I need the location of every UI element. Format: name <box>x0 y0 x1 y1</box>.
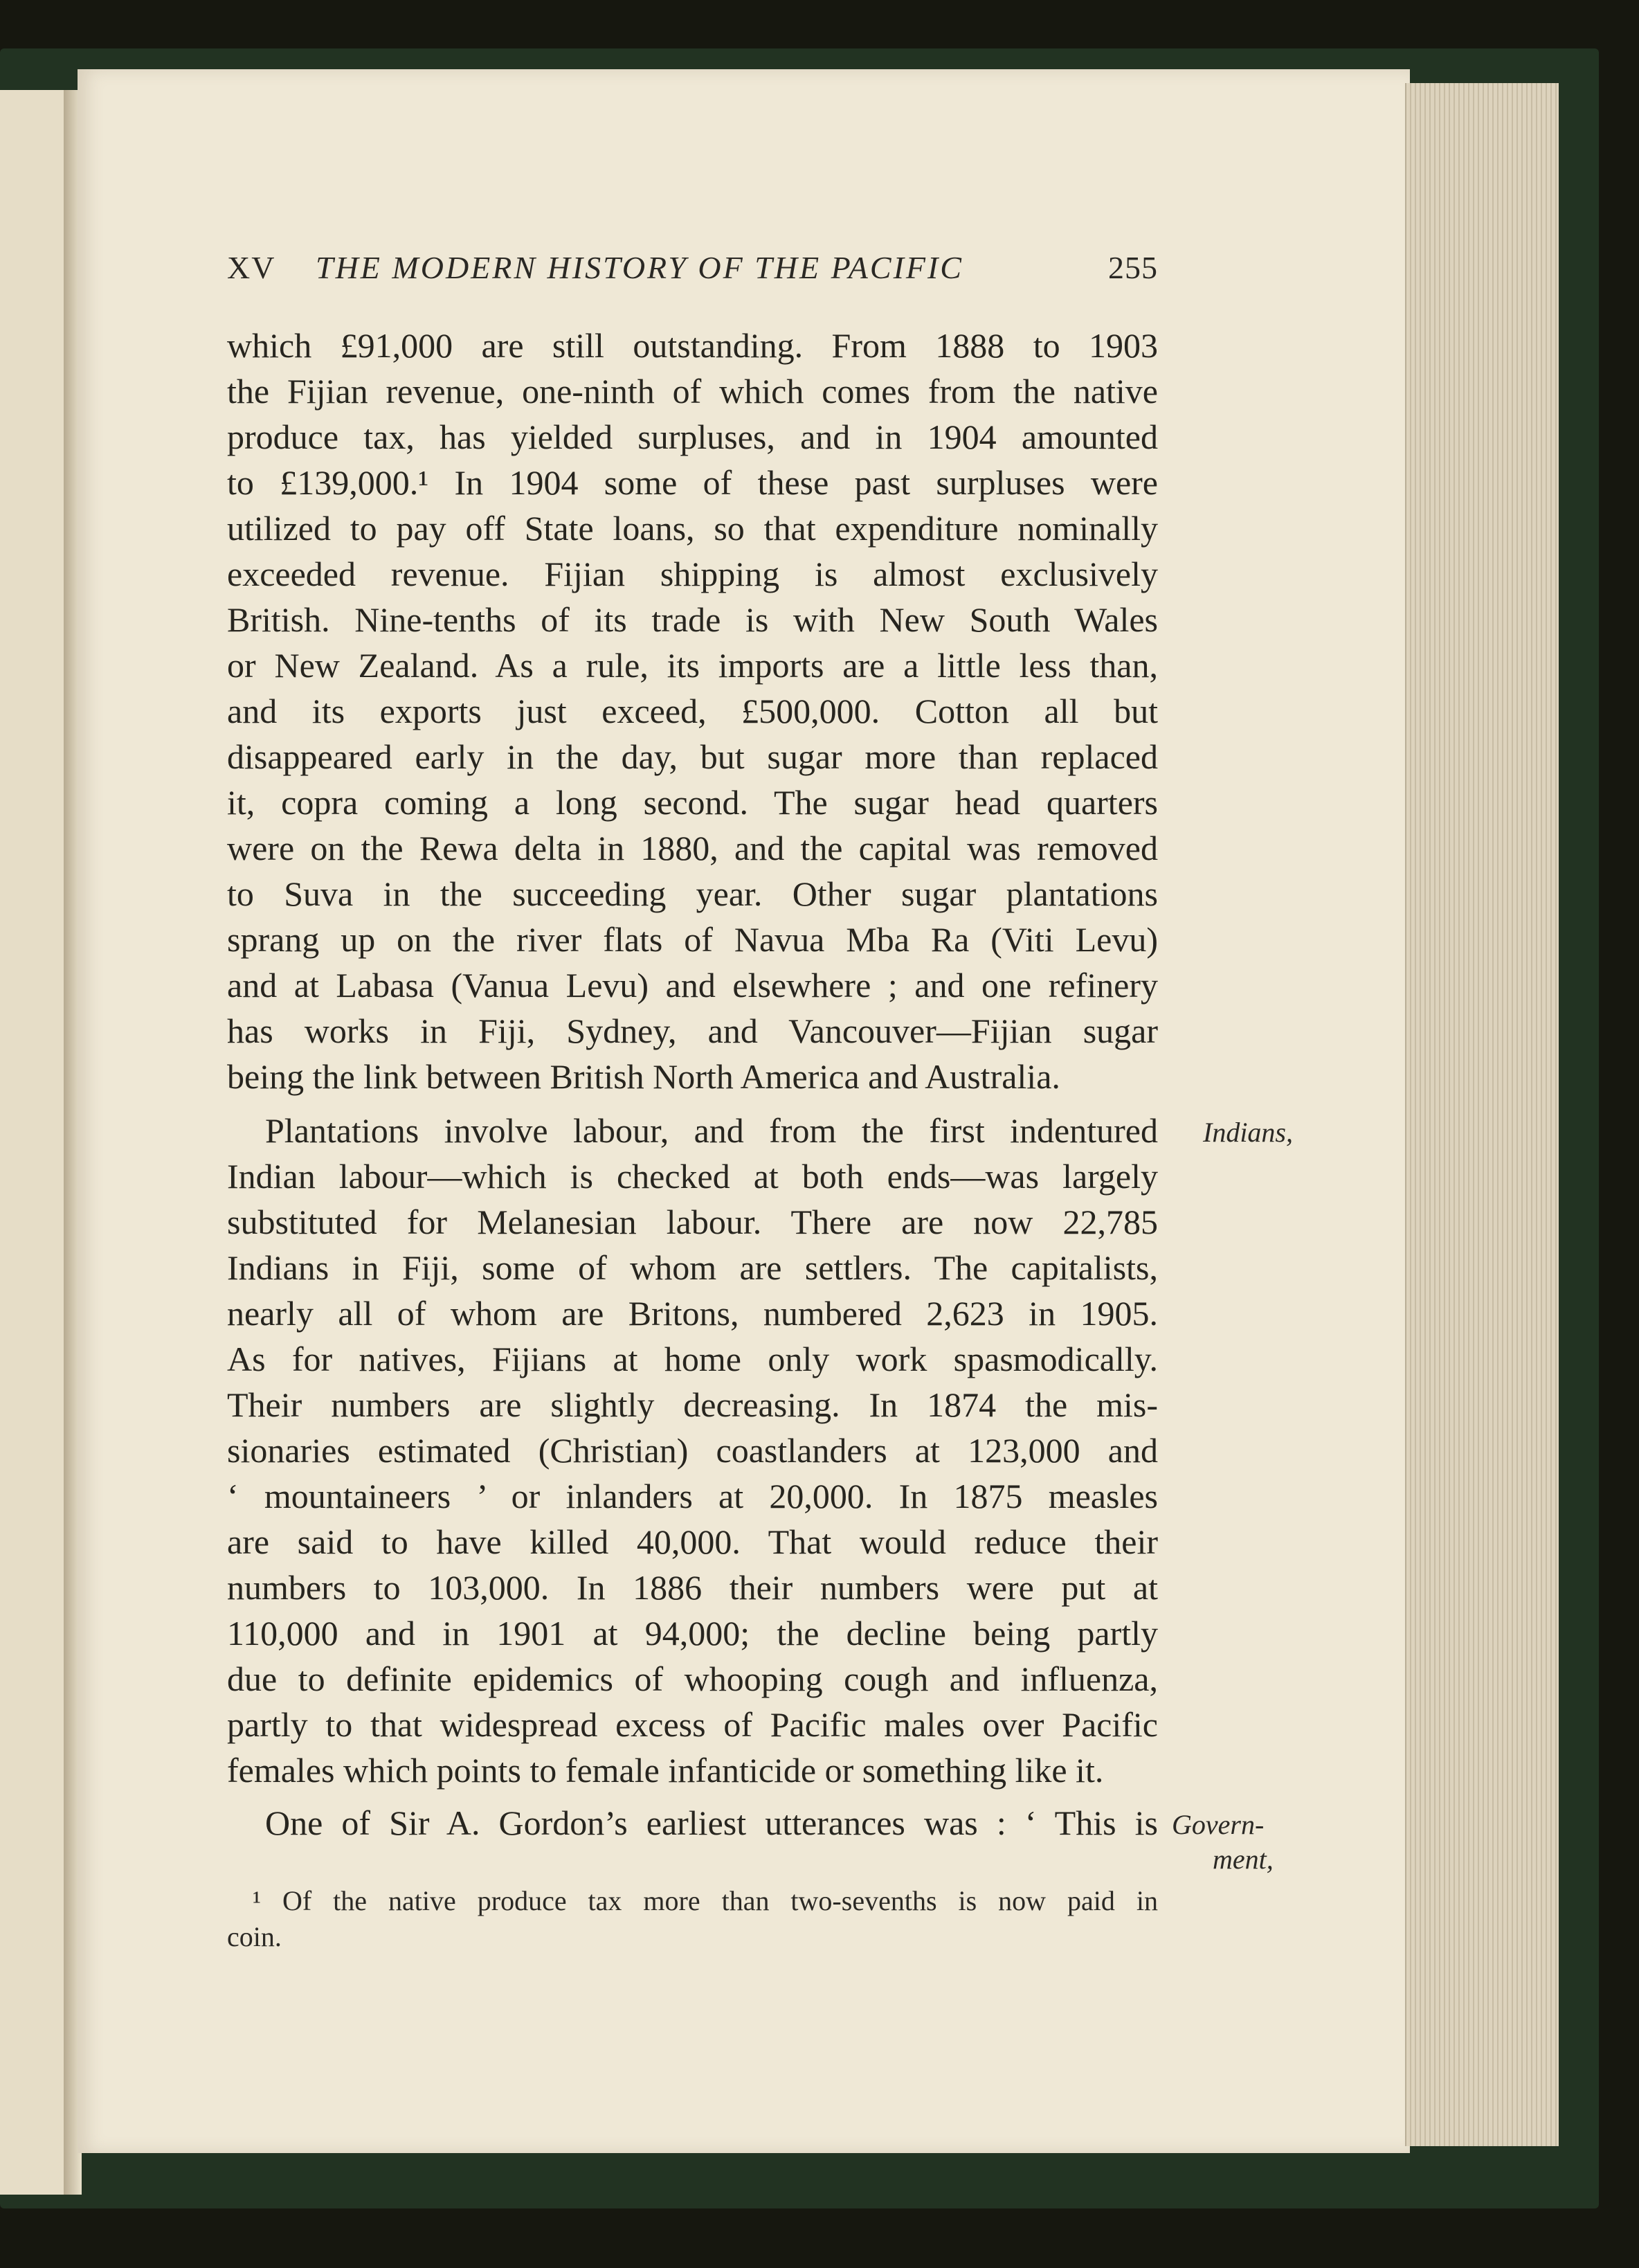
footnote-line: ¹ Of the native produce tax more than two-sevenths is now paid in <box>253 1885 1158 1916</box>
body-line: Indian labour—which is checked at both ends—was largely <box>227 1157 1158 1196</box>
running-head <box>227 249 1158 298</box>
body-line: ‘ mountaineers ’ or inlanders at 20,000. In 1875 measles <box>227 1477 1158 1515</box>
body-line: due to definite epidemics of whooping cough and influenza, <box>227 1659 1158 1698</box>
body-line: nearly all of whom are Britons, numbered 2,623 in 1905. <box>227 1294 1158 1333</box>
body-line: As for natives, Fijians at home only work spasmodically. <box>227 1340 1158 1378</box>
body-line: utilized to pay off State loans, so that expenditure nominally <box>227 509 1158 548</box>
margin-note-government: Govern- <box>1172 1809 1265 1840</box>
body-line: it, copra coming a long second. The sugar head quarters <box>227 783 1158 822</box>
margin-note-government-cont: ment, <box>1213 1844 1274 1875</box>
body-line: Plantations involve labour, and from the first indentured <box>265 1111 1158 1150</box>
body-line: to Suva in the succeeding year. Other sugar plantations <box>227 874 1158 913</box>
body-line: being the link between British North America and Australia. <box>227 1057 1060 1096</box>
body-line: or New Zealand. As a rule, its imports are a little less than, <box>227 646 1158 685</box>
body-line: 110,000 and in 1901 at 94,000; the decline being partly <box>227 1614 1158 1653</box>
body-line: has works in Fiji, Sydney, and Vancouver—Fijian sugar <box>227 1011 1158 1050</box>
body-line: females which points to female infanticide or something like it. <box>227 1751 1104 1790</box>
left-page-edge <box>0 90 69 2195</box>
body-line: are said to have killed 40,000. That would reduce their <box>227 1522 1158 1561</box>
body-line: the Fijian revenue, one-ninth of which comes from the native <box>227 372 1158 411</box>
body-line: Their numbers are slightly decreasing. In 1874 the mis- <box>227 1385 1158 1424</box>
body-line: Indians in Fiji, some of whom are settlers. The capitalists, <box>227 1248 1158 1287</box>
body-line: substituted for Melanesian labour. There are now 22,785 <box>227 1203 1158 1241</box>
body-line: and at Labasa (Vanua Levu) and elsewhere ; and one refinery <box>227 966 1158 1005</box>
body-line: numbers to 103,000. In 1886 their numbers were put at <box>227 1568 1158 1607</box>
page-edges <box>1405 83 1559 2146</box>
body-line: and its exports just exceed, £500,000. Cotton all but <box>227 692 1158 730</box>
body-line: to £139,000.¹ In 1904 some of these past surpluses were <box>227 463 1158 502</box>
body-line: exceeded revenue. Fijian shipping is almost exclusively <box>227 555 1158 593</box>
body-line: sionaries estimated (Christian) coastlanders at 123,000 and <box>227 1431 1158 1470</box>
body-line: were on the Rewa delta in 1880, and the capital was removed <box>227 829 1158 867</box>
margin-note-indians: Indians, <box>1203 1117 1293 1148</box>
chapter-number: XV <box>227 250 276 285</box>
body-line: One of Sir A. Gordon’s earliest utterances was : ‘ This is <box>265 1803 1158 1842</box>
body-line: British. Nine-tenths of its trade is with New South Wales <box>227 600 1158 639</box>
body-line: produce tax, has yielded surpluses, and in 1904 amounted <box>227 417 1158 456</box>
running-title: THE MODERN HISTORY OF THE PACIFIC <box>316 250 963 285</box>
page-number: 255 <box>1108 250 1158 285</box>
body-line: sprang up on the river flats of Navua Mba Ra (Viti Levu) <box>227 920 1158 959</box>
footnote-line: coin. <box>227 1921 282 1952</box>
body-line: partly to that widespread excess of Pacific males over Pacific <box>227 1705 1158 1744</box>
body-line: which £91,000 are still outstanding. From 1888 to 1903 <box>227 326 1158 365</box>
body-line: disappeared early in the day, but sugar more than replaced <box>227 737 1158 776</box>
